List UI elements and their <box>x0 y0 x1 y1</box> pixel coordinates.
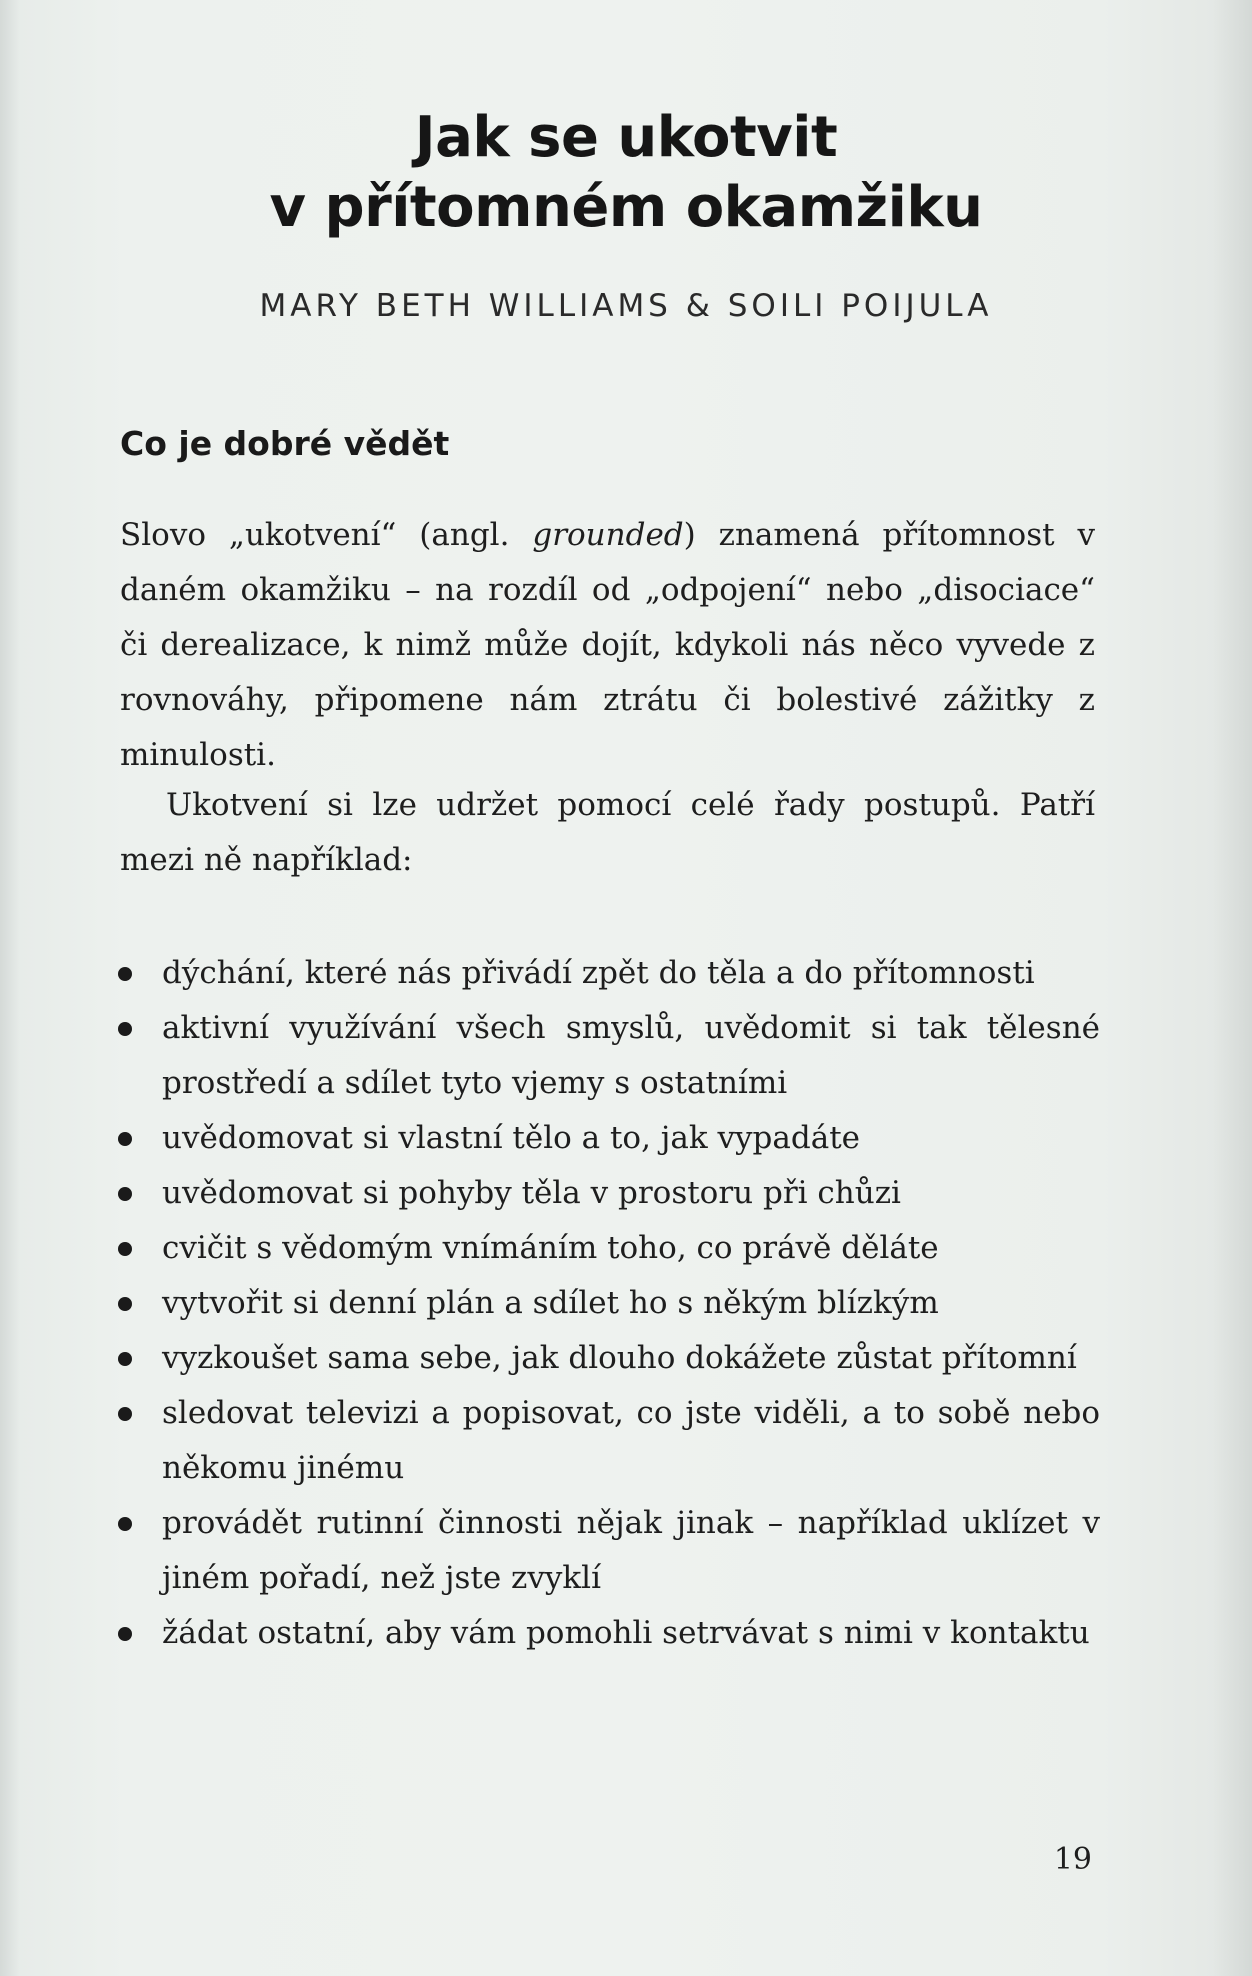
bullet-item <box>110 1276 1100 1331</box>
bullet-item-text: vyzkoušet sama sebe, jak dlouho dokážete zůstat přítomní <box>162 1340 1077 1376</box>
bullet-item-text: sledovat televizi a popisovat, co jste viděli, a to sobě nebo někomu jinému <box>162 1395 1100 1486</box>
bullet-item-text: uvědomovat si pohyby těla v prostoru při chůzi <box>162 1175 901 1211</box>
bullet-item-text: dýchání, které nás přivádí zpět do těla a do přítomnosti <box>162 955 1035 991</box>
section-heading: Co je dobré vědět <box>120 424 450 463</box>
page-number: 19 <box>1053 1842 1092 1877</box>
chapter-title-line-1: Jak se ukotvit <box>414 105 838 170</box>
chapter-title-line-2: v přítomném okamžiku <box>269 175 983 240</box>
paragraph-1-text-end: ) znamená přítomnost v daném okamžiku – na rozdíl od „odpojení“ nebo „disociace“ či derealizace, k nimž může dojít, kdykoli nás něco vyvede z rovnováhy, připomene nám ztrátu či bolestivé zážitky z minulosti. <box>120 517 1095 773</box>
bullet-item <box>110 1221 1100 1276</box>
bullet-item <box>110 1386 1100 1496</box>
bullet-dot-icon <box>118 1132 132 1146</box>
bullet-item-text: uvědomovat si vlastní tělo a to, jak vypadáte <box>162 1120 860 1156</box>
bullet-item <box>110 1111 1100 1166</box>
bullet-dot-icon <box>118 1517 132 1531</box>
bullet-item <box>110 1606 1100 1661</box>
bullet-dot-icon <box>118 1407 132 1421</box>
chapter-authors: MARY BETH WILLIAMS & SOILI POIJULA <box>259 288 993 324</box>
bullet-item-text: cvičit s vědomým vnímáním toho, co právě děláte <box>162 1230 939 1266</box>
bullet-item-text: žádat ostatní, aby vám pomohli setrvávat s nimi v kontaktu <box>162 1615 1090 1651</box>
bullet-dot-icon <box>118 967 132 981</box>
chapter-title <box>0 103 1252 243</box>
bullet-dot-icon <box>118 1352 132 1366</box>
paragraph-1-text-start: Slovo „ukotvení“ (angl. <box>120 517 533 553</box>
paragraph-1 <box>120 508 1095 783</box>
bullet-item-text: vytvořit si denní plán a sdílet ho s někým blízkým <box>162 1285 939 1321</box>
bullet-item <box>110 1166 1100 1221</box>
bullet-dot-icon <box>118 1022 132 1036</box>
bullet-list <box>110 946 1100 1661</box>
paragraph-2: Ukotvení si lze udržet pomocí celé řady postupů. Patří mezi ně například: <box>120 787 1095 878</box>
paragraph-1-emphasis: grounded <box>532 517 684 553</box>
bullet-dot-icon <box>118 1297 132 1311</box>
bullet-item <box>110 946 1100 1001</box>
bullet-item <box>110 1331 1100 1386</box>
bullet-dot-icon <box>118 1187 132 1201</box>
bullet-item-text: aktivní využívání všech smyslů, uvědomit si tak tělesné prostředí a sdílet tyto vjemy s ostatními <box>162 1010 1100 1101</box>
bullet-dot-icon <box>118 1242 132 1256</box>
bullet-item-text: provádět rutinní činnosti nějak jinak – například uklízet v jiném pořadí, než jste zvyklí <box>162 1505 1100 1596</box>
bullet-item <box>110 1496 1100 1606</box>
bullet-dot-icon <box>118 1627 132 1641</box>
bullet-item <box>110 1001 1100 1111</box>
